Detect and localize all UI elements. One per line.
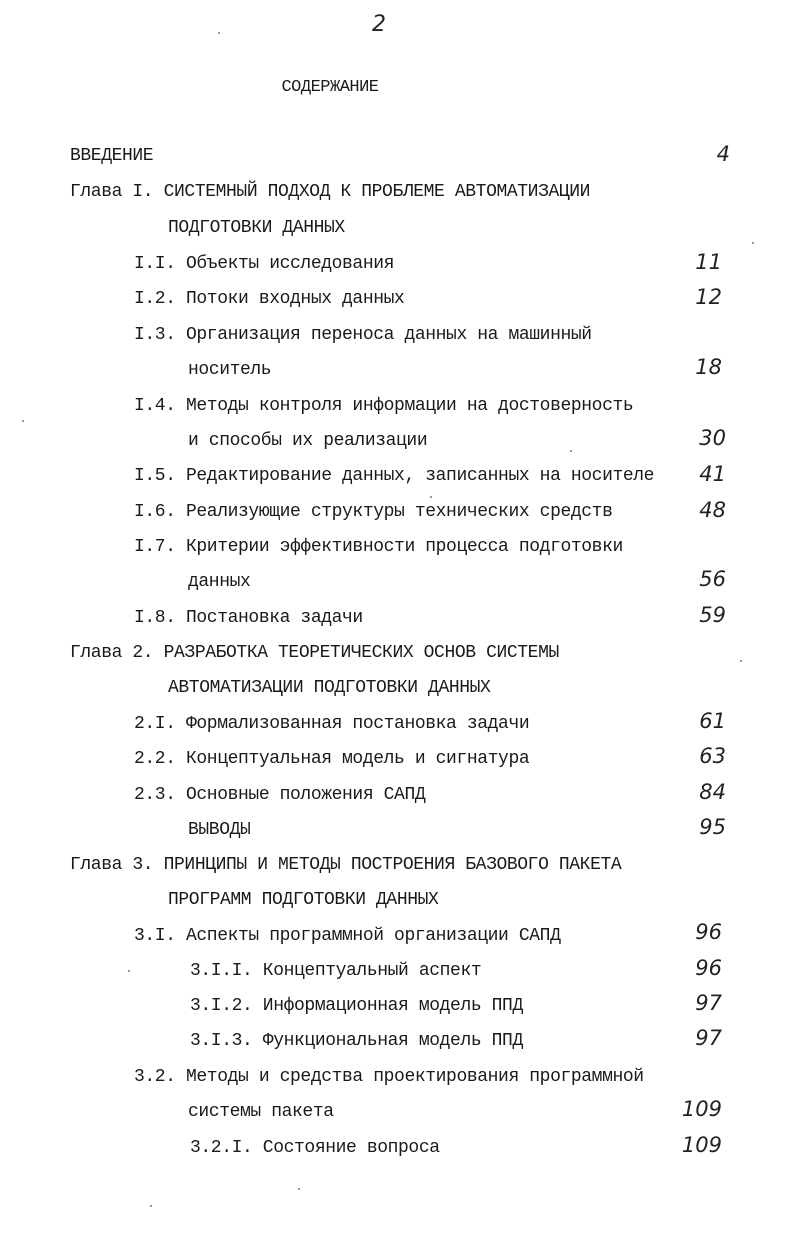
toc-page-number: 4 bbox=[716, 142, 730, 166]
scan-speck bbox=[128, 970, 130, 972]
toc-entry-text: I.6. Реализующие структуры технических средств bbox=[134, 502, 613, 522]
toc-entry-text: 3.I.2. Информационная модель ППД bbox=[190, 996, 523, 1016]
toc-page-number: 56 bbox=[699, 567, 726, 591]
toc-entry-text: Глава 3. ПРИНЦИПЫ И МЕТОДЫ ПОСТРОЕНИЯ БАЗОВОГО ПАКЕТА bbox=[70, 855, 622, 875]
toc-page-number: 95 bbox=[699, 815, 726, 839]
toc-entry-text: системы пакета bbox=[188, 1102, 334, 1122]
scan-speck bbox=[752, 242, 754, 244]
toc-entry-text: 2.I. Формализованная постановка задачи bbox=[134, 714, 530, 734]
toc-entry-text: I.5. Редактирование данных, записанных на носителе bbox=[134, 466, 655, 486]
toc-entry-text: I.2. Потоки входных данных bbox=[134, 289, 405, 309]
scan-speck bbox=[430, 496, 432, 498]
toc-page-number: 11 bbox=[695, 250, 722, 274]
scan-speck bbox=[218, 32, 220, 34]
toc-entry-text: данных bbox=[188, 572, 251, 592]
toc-entry-text: Глава I. СИСТЕМНЫЙ ПОДХОД К ПРОБЛЕМЕ АВТОМАТИЗАЦИИ bbox=[70, 182, 591, 202]
toc-entry-text: ПРОГРАММ ПОДГОТОВКИ ДАННЫХ bbox=[168, 890, 439, 910]
toc-entry-text: 3.I.3. Функциональная модель ППД bbox=[190, 1031, 523, 1051]
scan-speck bbox=[150, 1205, 152, 1207]
toc-entry-text: ВЫВОДЫ bbox=[188, 820, 251, 840]
toc-entry-text: 3.2. Методы и средства проектирования программной bbox=[134, 1067, 644, 1087]
toc-entry-text: 3.I.I. Концептуальный аспект bbox=[190, 961, 482, 981]
toc-page-number: 109 bbox=[681, 1097, 722, 1121]
toc-page-number: 59 bbox=[699, 603, 726, 627]
toc-entry-text: ПОДГОТОВКИ ДАННЫХ bbox=[168, 218, 345, 238]
toc-entry-text: I.4. Методы контроля информации на достоверность bbox=[134, 396, 634, 416]
toc-entry-text: и способы их реализации bbox=[188, 431, 428, 451]
toc-page-number: 61 bbox=[699, 709, 726, 733]
toc-entry-text: Глава 2. РАЗРАБОТКА ТЕОРЕТИЧЕСКИХ ОСНОВ СИСТЕМЫ bbox=[70, 643, 559, 663]
toc-entry-text: I.7. Критерии эффективности процесса подготовки bbox=[134, 537, 623, 557]
scan-speck bbox=[22, 420, 24, 422]
scan-speck bbox=[298, 1188, 300, 1190]
toc-entry-text: 2.3. Основные положения САПД bbox=[134, 785, 426, 805]
toc-entry-text: I.3. Организация переноса данных на машинный bbox=[134, 325, 592, 345]
toc-entry-text: носитель bbox=[188, 360, 272, 380]
toc-entry-text: I.I. Объекты исследования bbox=[134, 254, 395, 274]
toc-entry-text: АВТОМАТИЗАЦИИ ПОДГОТОВКИ ДАННЫХ bbox=[168, 678, 491, 698]
toc-page-number: 48 bbox=[699, 498, 726, 522]
toc-page-number: 30 bbox=[699, 426, 726, 450]
toc-page-number: 97 bbox=[695, 991, 722, 1015]
toc-page-number: 96 bbox=[695, 920, 722, 944]
toc-entry-text: ВВЕДЕНИЕ bbox=[70, 146, 154, 166]
toc-entry-text: 3.I. Аспекты программной организации САПД bbox=[134, 926, 561, 946]
scan-speck bbox=[570, 450, 572, 452]
toc-page-number: 109 bbox=[681, 1133, 722, 1157]
toc-entry-text: 2.2. Концептуальная модель и сигнатура bbox=[134, 749, 530, 769]
toc-page-number: 96 bbox=[695, 956, 722, 980]
toc-page-number: 18 bbox=[695, 355, 722, 379]
toc-page-number: 63 bbox=[699, 744, 726, 768]
toc-entry-text: I.8. Постановка задачи bbox=[134, 608, 363, 628]
page-title: СОДЕРЖАНИЕ bbox=[281, 78, 379, 97]
toc-page-number: 41 bbox=[699, 462, 726, 486]
toc-page-number: 84 bbox=[699, 780, 726, 804]
page-number: 2 bbox=[372, 12, 386, 37]
toc-page-number: 12 bbox=[695, 285, 722, 309]
toc-entry-text: 3.2.I. Состояние вопроса bbox=[190, 1138, 440, 1158]
scan-speck bbox=[740, 660, 742, 662]
toc-page-number: 97 bbox=[695, 1026, 722, 1050]
